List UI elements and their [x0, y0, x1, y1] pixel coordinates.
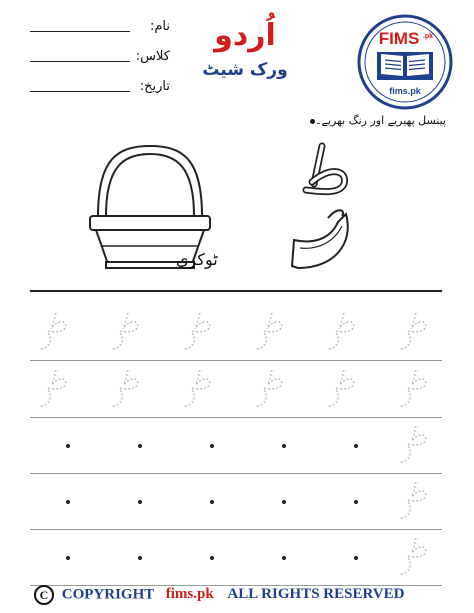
trace-letter-icon[interactable] [396, 366, 432, 410]
start-dot[interactable] [354, 556, 358, 560]
start-dot[interactable] [354, 444, 358, 448]
trace-letter-icon[interactable] [36, 309, 72, 353]
trace-letter-icon[interactable] [396, 422, 432, 466]
trace-letter-icon[interactable] [396, 534, 432, 578]
trace-letter-icon[interactable] [396, 478, 432, 522]
trace-letter-icon[interactable] [324, 366, 360, 410]
start-dot[interactable] [66, 556, 70, 560]
trace-letter-icon[interactable] [180, 309, 216, 353]
practice-row [30, 305, 442, 361]
date-line [30, 91, 130, 92]
start-dot[interactable] [138, 500, 142, 504]
practice-row [30, 418, 442, 474]
fims-logo [357, 14, 453, 110]
class-line [30, 61, 130, 62]
start-dot[interactable] [138, 444, 142, 448]
instruction [304, 114, 446, 127]
page-subtitle: ورک شیٹ [202, 60, 288, 80]
start-dot[interactable] [354, 500, 358, 504]
section-divider [30, 290, 442, 292]
class-field[interactable] [30, 46, 170, 64]
name-label: نام: [149, 19, 170, 34]
date-label: تاریخ: [139, 79, 170, 94]
picture-word: ٹوکری [176, 250, 218, 269]
start-dot[interactable] [66, 444, 70, 448]
practice-row [30, 530, 442, 586]
rights-reserved: ALL RIGHTS RESERVED [227, 586, 405, 603]
copyright-word: COPYRIGHT [61, 586, 154, 603]
practice-row [30, 362, 442, 418]
footer-site[interactable]: fims.pk [165, 586, 214, 603]
trace-letter-icon[interactable] [324, 309, 360, 353]
start-dot[interactable] [282, 444, 286, 448]
trace-letter-icon[interactable] [36, 366, 72, 410]
start-dot[interactable] [210, 500, 214, 504]
logo-brand: FIMS [378, 29, 420, 48]
instruction-text: پینسل پھیریے اور رنگ بھریے۔ [315, 114, 446, 127]
footer [34, 585, 454, 607]
practice-baseline [30, 360, 442, 361]
trace-letter-icon[interactable] [180, 366, 216, 410]
start-dot[interactable] [138, 556, 142, 560]
class-label: کلاس: [135, 49, 170, 64]
open-book-icon [377, 52, 433, 80]
name-field[interactable] [30, 16, 170, 34]
trace-letter-icon[interactable] [252, 309, 288, 353]
trace-letter-icon[interactable] [108, 309, 144, 353]
start-dot[interactable] [282, 556, 286, 560]
trace-letter-icon[interactable] [108, 366, 144, 410]
date-field[interactable] [30, 76, 170, 94]
start-dot[interactable] [282, 500, 286, 504]
start-dot[interactable] [210, 444, 214, 448]
logo-url: fims.pk [389, 86, 421, 96]
copyright-icon: C [34, 585, 54, 605]
start-dot[interactable] [66, 500, 70, 504]
start-dot[interactable] [210, 556, 214, 560]
trace-letter-icon[interactable] [396, 309, 432, 353]
logo-tld: .pk [422, 33, 434, 40]
letter-toe-icon [282, 140, 360, 280]
page-title: اُردو [214, 18, 276, 53]
trace-letter-icon[interactable] [252, 366, 288, 410]
practice-row [30, 474, 442, 530]
name-line [30, 31, 130, 32]
